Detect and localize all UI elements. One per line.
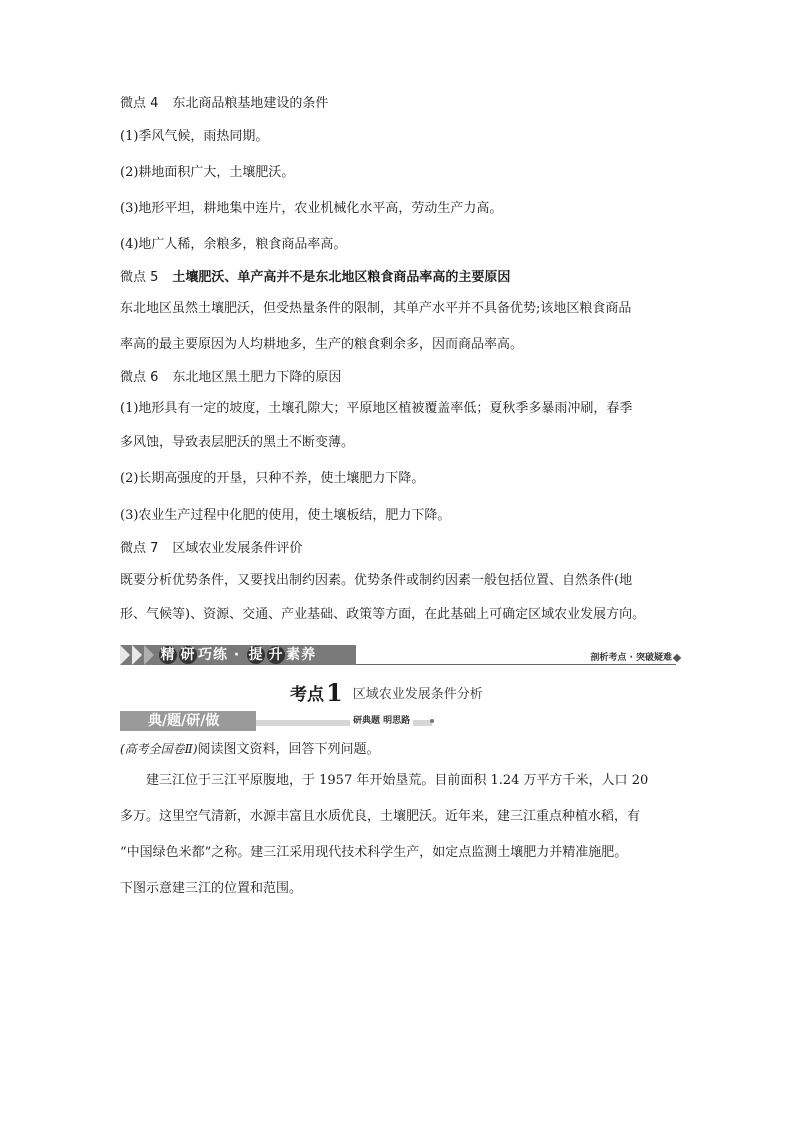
question-line-3: “中国绿色米都”之称。建三江采用现代技术科学生产，如定点监测土壤肥力并精准施肥。 xyxy=(120,845,628,860)
point-5-header: 微点 5 土壤肥沃、单产高并不是东北地区粮食商品率高的主要原因 xyxy=(120,270,511,285)
point-6-line-1: (1)地形具有一定的坡度，土壤孔隙大；平原地区植被覆盖率低；夏秋季多暴雨冲刷，春季 xyxy=(120,401,633,416)
point-7-line-1: 既要分析优势条件，又要找出制约因素。优势条件或制约因素一般包括位置、自然条件(地 xyxy=(120,573,633,588)
point-4-item-3: (3)地形平坦，耕地集中连片，农业机械化水平高，劳动生产力高。 xyxy=(120,201,503,216)
sub-banner-title: 典/题/研/做 xyxy=(148,713,220,729)
diamond-icon xyxy=(673,654,681,662)
banner-title: 精 研 巧练 · 提 升 素养 xyxy=(160,647,317,663)
kaodian-heading: 考点1 区域农业发展条件分析 xyxy=(290,678,483,707)
point-4-header: 微点 4 东北商品粮基地建设的条件 xyxy=(120,96,329,111)
question-line-4: 下图示意建三江的位置和范围。 xyxy=(120,881,303,896)
point-5-line-2: 率高的最主要原因为人均耕地多，生产的粮食剩余多，因而商品率高。 xyxy=(120,337,524,352)
section-banner xyxy=(120,641,680,669)
banner-subtitle: 剖析考点 · 突破疑难 xyxy=(590,653,672,663)
point-5-line-1: 东北地区虽然土壤肥沃，但受热量条件的限制，其单产水平并不具备优势;该地区粮食商品 xyxy=(120,301,632,316)
question-intro: (高考全国卷Ⅱ)阅读图文资料，回答下列问题。 xyxy=(120,742,380,757)
question-line-1: 建三江位于三江平原腹地，于 1957 年开始垦荒。目前面积 1.24 万平方千米，人口 20 xyxy=(146,773,649,788)
point-4-item-2: (2)耕地面积广大，土壤肥沃。 xyxy=(120,165,295,180)
point-7-line-2: 形、气候等)、资源、交通、产业基础、政策等方面，在此基础上可确定区域农业发展方向。 xyxy=(120,607,646,622)
point-4-item-4: (4)地广人稀，余粮多，粮食商品率高。 xyxy=(120,237,347,252)
dot-icon xyxy=(430,719,434,723)
point-4-item-1: (1)季风气候，雨热同期。 xyxy=(120,129,269,144)
chevron-icon xyxy=(120,645,130,665)
point-6-header: 微点 6 东北地区黑土肥力下降的原因 xyxy=(120,370,342,385)
question-line-2: 多万。这里空气清新，水源丰富且水质优良，土壤肥沃。近年来，建三江重点种植水稻，有 xyxy=(120,809,641,824)
chevron-icon xyxy=(132,645,142,665)
chevron-icon xyxy=(144,645,154,665)
banner-rule xyxy=(356,664,676,665)
point-6-line-4: (3)农业生产过程中化肥的使用，使土壤板结，肥力下降。 xyxy=(120,508,451,523)
point-7-header: 微点 7 区域农业发展条件评价 xyxy=(120,541,303,556)
sub-banner xyxy=(120,711,440,731)
point-6-line-2: 多风蚀，导致表层肥沃的黑土不断变薄。 xyxy=(120,435,355,450)
point-6-line-3: (2)长期高强度的开垦，只种不养，使土壤肥力下降。 xyxy=(120,471,425,486)
sub-banner-subtitle: 研典题 明思路 xyxy=(350,713,413,726)
